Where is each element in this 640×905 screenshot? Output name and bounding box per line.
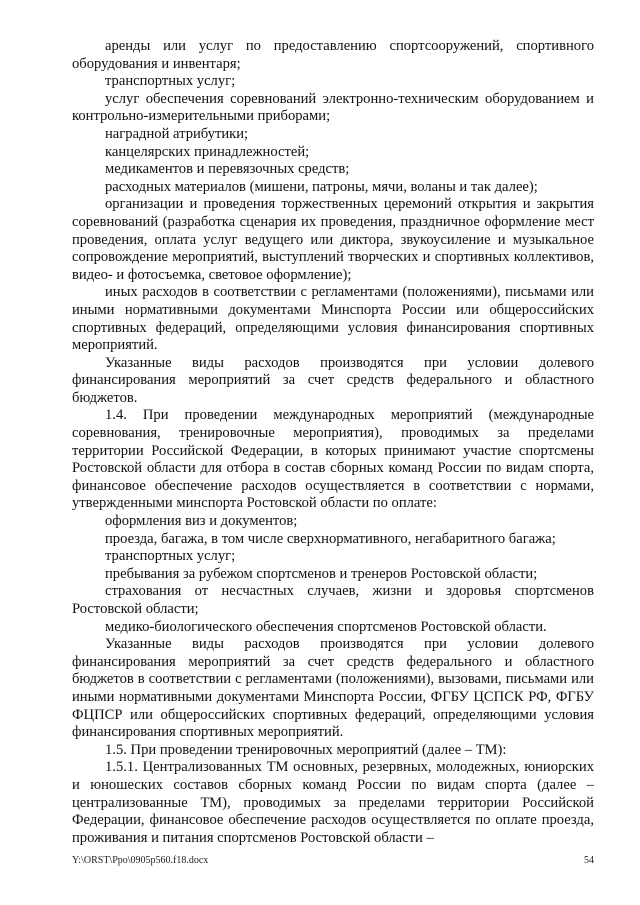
paragraph: Указанные виды расходов производятся при условии долевого финансирования мероприятий за счет средств федерального и областного бюджетов. — [72, 354, 594, 406]
paragraph: Указанные виды расходов производятся при условии долевого финансирования мероприятий за счет средств федерального и областного бюджетов в соответствии с регламентами (положениями), вызовами, письмами или иными нормативными документами Минспорта России, ФГБУ ЦСПСК РФ, ФГБУ ФЦПСР или общероссийских спортивных федераций, определяющими условия финансирования спортивных мероприятий. — [72, 636, 594, 741]
document-page — [72, 38, 594, 847]
paragraph: расходных материалов (мишени, патроны, мячи, воланы и так далее); — [105, 178, 538, 195]
paragraph: медикаментов и перевязочных средств; — [105, 161, 350, 178]
paragraph: канцелярских принадлежностей; — [105, 143, 310, 160]
paragraph: наградной атрибутики; — [105, 125, 249, 142]
paragraph: транспортных услуг; — [105, 548, 236, 565]
paragraph: 1.5.1. Централизованных ТМ основных, резервных, молодежных, юниорских и юношеских составов сборных команд России по видам спорта (далее – централизованные ТМ), проводимых за пределами территории Российской Федерации, финансовое обеспечение расходов осуществляется по оплате проезда, проживания и питания спортсменов Ростовской области – — [72, 759, 594, 846]
paragraph: проезда, багажа, в том числе сверхнормативного, негабаритного багажа; — [105, 530, 556, 547]
paragraph: 1.4. При проведении международных мероприятий (международные соревнования, тренировочные мероприятия), проводимых за пределами территории Российской Федерации, в которых принимают участие спортсмены Ростовской области для отбора в состав сборных команд России по видам спорта, финансовое обеспечение расходов осуществляется в соответствии с нормами, утвержденными минспорта Ростовской области по оплате: — [72, 407, 594, 512]
paragraph: медико-биологического обеспечения спортсменов Ростовской области. — [105, 618, 547, 635]
file-path: Y:\ORST\Ppo\0905p560.f18.docx — [72, 855, 209, 866]
paragraph: 1.5. При проведении тренировочных мероприятий (далее – ТМ): — [105, 741, 507, 758]
paragraph: аренды или услуг по предоставлению спортсооружений, спортивного оборудования и инвентаря; — [72, 38, 594, 72]
paragraph: оформления виз и документов; — [105, 513, 298, 530]
paragraph: организации и проведения торжественных церемоний открытия и закрытия соревнований (разработка сценария их проведения, праздничное оформление мест проведения, оплата услуг ведущего или диктора, звукоусиление и музыкальное сопровождение мероприятий, выступлений творческих и спортивных коллективов, видео- и фотосъемка, световое оформление); — [72, 196, 594, 283]
paragraph: иных расходов в соответствии с регламентами (положениями), письмами или иными нормативными документами Минспорта России или общероссийских спортивных федераций, определяющими условия финансирования спортивных мероприятий. — [72, 284, 594, 354]
page-footer — [72, 855, 594, 866]
paragraph: пребывания за рубежом спортсменов и тренеров Ростовской области; — [105, 565, 538, 582]
page-number: 54 — [584, 855, 594, 866]
paragraph: транспортных услуг; — [105, 73, 236, 90]
paragraph: страхования от несчастных случаев, жизни и здоровья спортсменов Ростовской области; — [72, 583, 594, 617]
paragraph: услуг обеспечения соревнований электронно-техническим оборудованием и контрольно-измерительными приборами; — [72, 90, 594, 125]
